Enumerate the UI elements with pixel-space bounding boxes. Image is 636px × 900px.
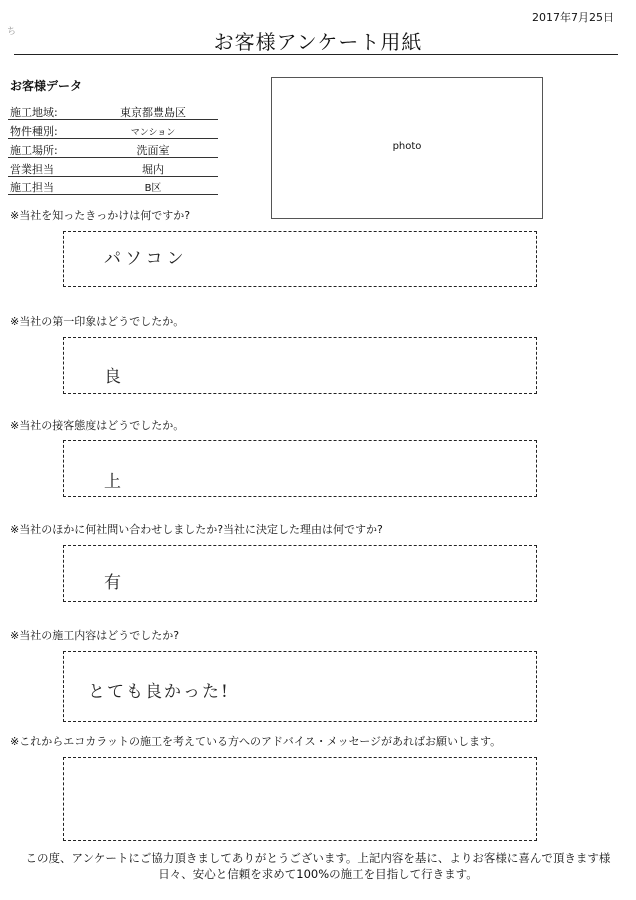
footer-message-line-2: 日々、安心と信頼を求めて100%の施工を目指して行きます。 [158,867,478,881]
info-row-property-type [8,121,218,139]
answer-box-4 [63,545,537,602]
info-row-sales-rep [8,159,218,177]
info-value: マンション [130,128,176,138]
answer-box-5 [63,651,537,722]
question-1: ※当社を知ったきっかけは何ですか? [10,209,191,222]
question-4: ※当社のほかに何社問い合わせしましたか?当社に決定した理由は何ですか? [10,523,383,536]
info-label: 施工担当 [10,181,54,194]
question-5: ※当社の施工内容はどうでしたか? [10,629,180,642]
info-label: 施工場所: [10,144,58,157]
photo-label: photo [392,141,422,152]
answer-4: 有 [104,573,125,593]
answer-1: パソコン [104,249,188,269]
info-row-installer [8,177,218,195]
info-value: 洗面室 [136,144,170,157]
question-3: ※当社の接客態度はどうでしたか。 [10,419,185,432]
info-row-location [8,140,218,158]
answer-box-1 [63,231,537,287]
title-divider [14,54,618,55]
info-value: 東京都豊島区 [120,106,186,119]
answer-box-6 [63,757,537,841]
answer-5: とても良かった! [88,682,230,702]
answer-3: 上 [104,472,125,492]
info-label: 物件種別: [10,125,58,138]
answer-box-3 [63,440,537,497]
question-6: ※これからエコカラットの施工を考えている方へのアドバイス・メッセージがあればお願いします。 [10,735,502,748]
footer-message-line-1: この度、アンケートにご協力頂きましてありがとうございます。上記内容を基に、よりお客様に喜んで頂きます様 [25,851,611,865]
stray-pencil-mark: ち [7,27,17,37]
survey-date: 2017年7月25日 [532,11,614,24]
info-label: 施工地域: [10,106,58,119]
answer-2: 良 [104,367,125,387]
answer-box-2 [63,337,537,394]
info-row-area [8,102,218,120]
info-value: B区 [144,183,162,194]
info-label: 営業担当 [10,163,54,176]
page-title: お客様アンケート用紙 [213,30,423,54]
info-value: 堀内 [142,163,164,176]
customer-data-heading: お客様データ [10,79,83,93]
photo-placeholder [271,77,543,219]
question-2: ※当社の第一印象はどうでしたか。 [10,315,185,328]
